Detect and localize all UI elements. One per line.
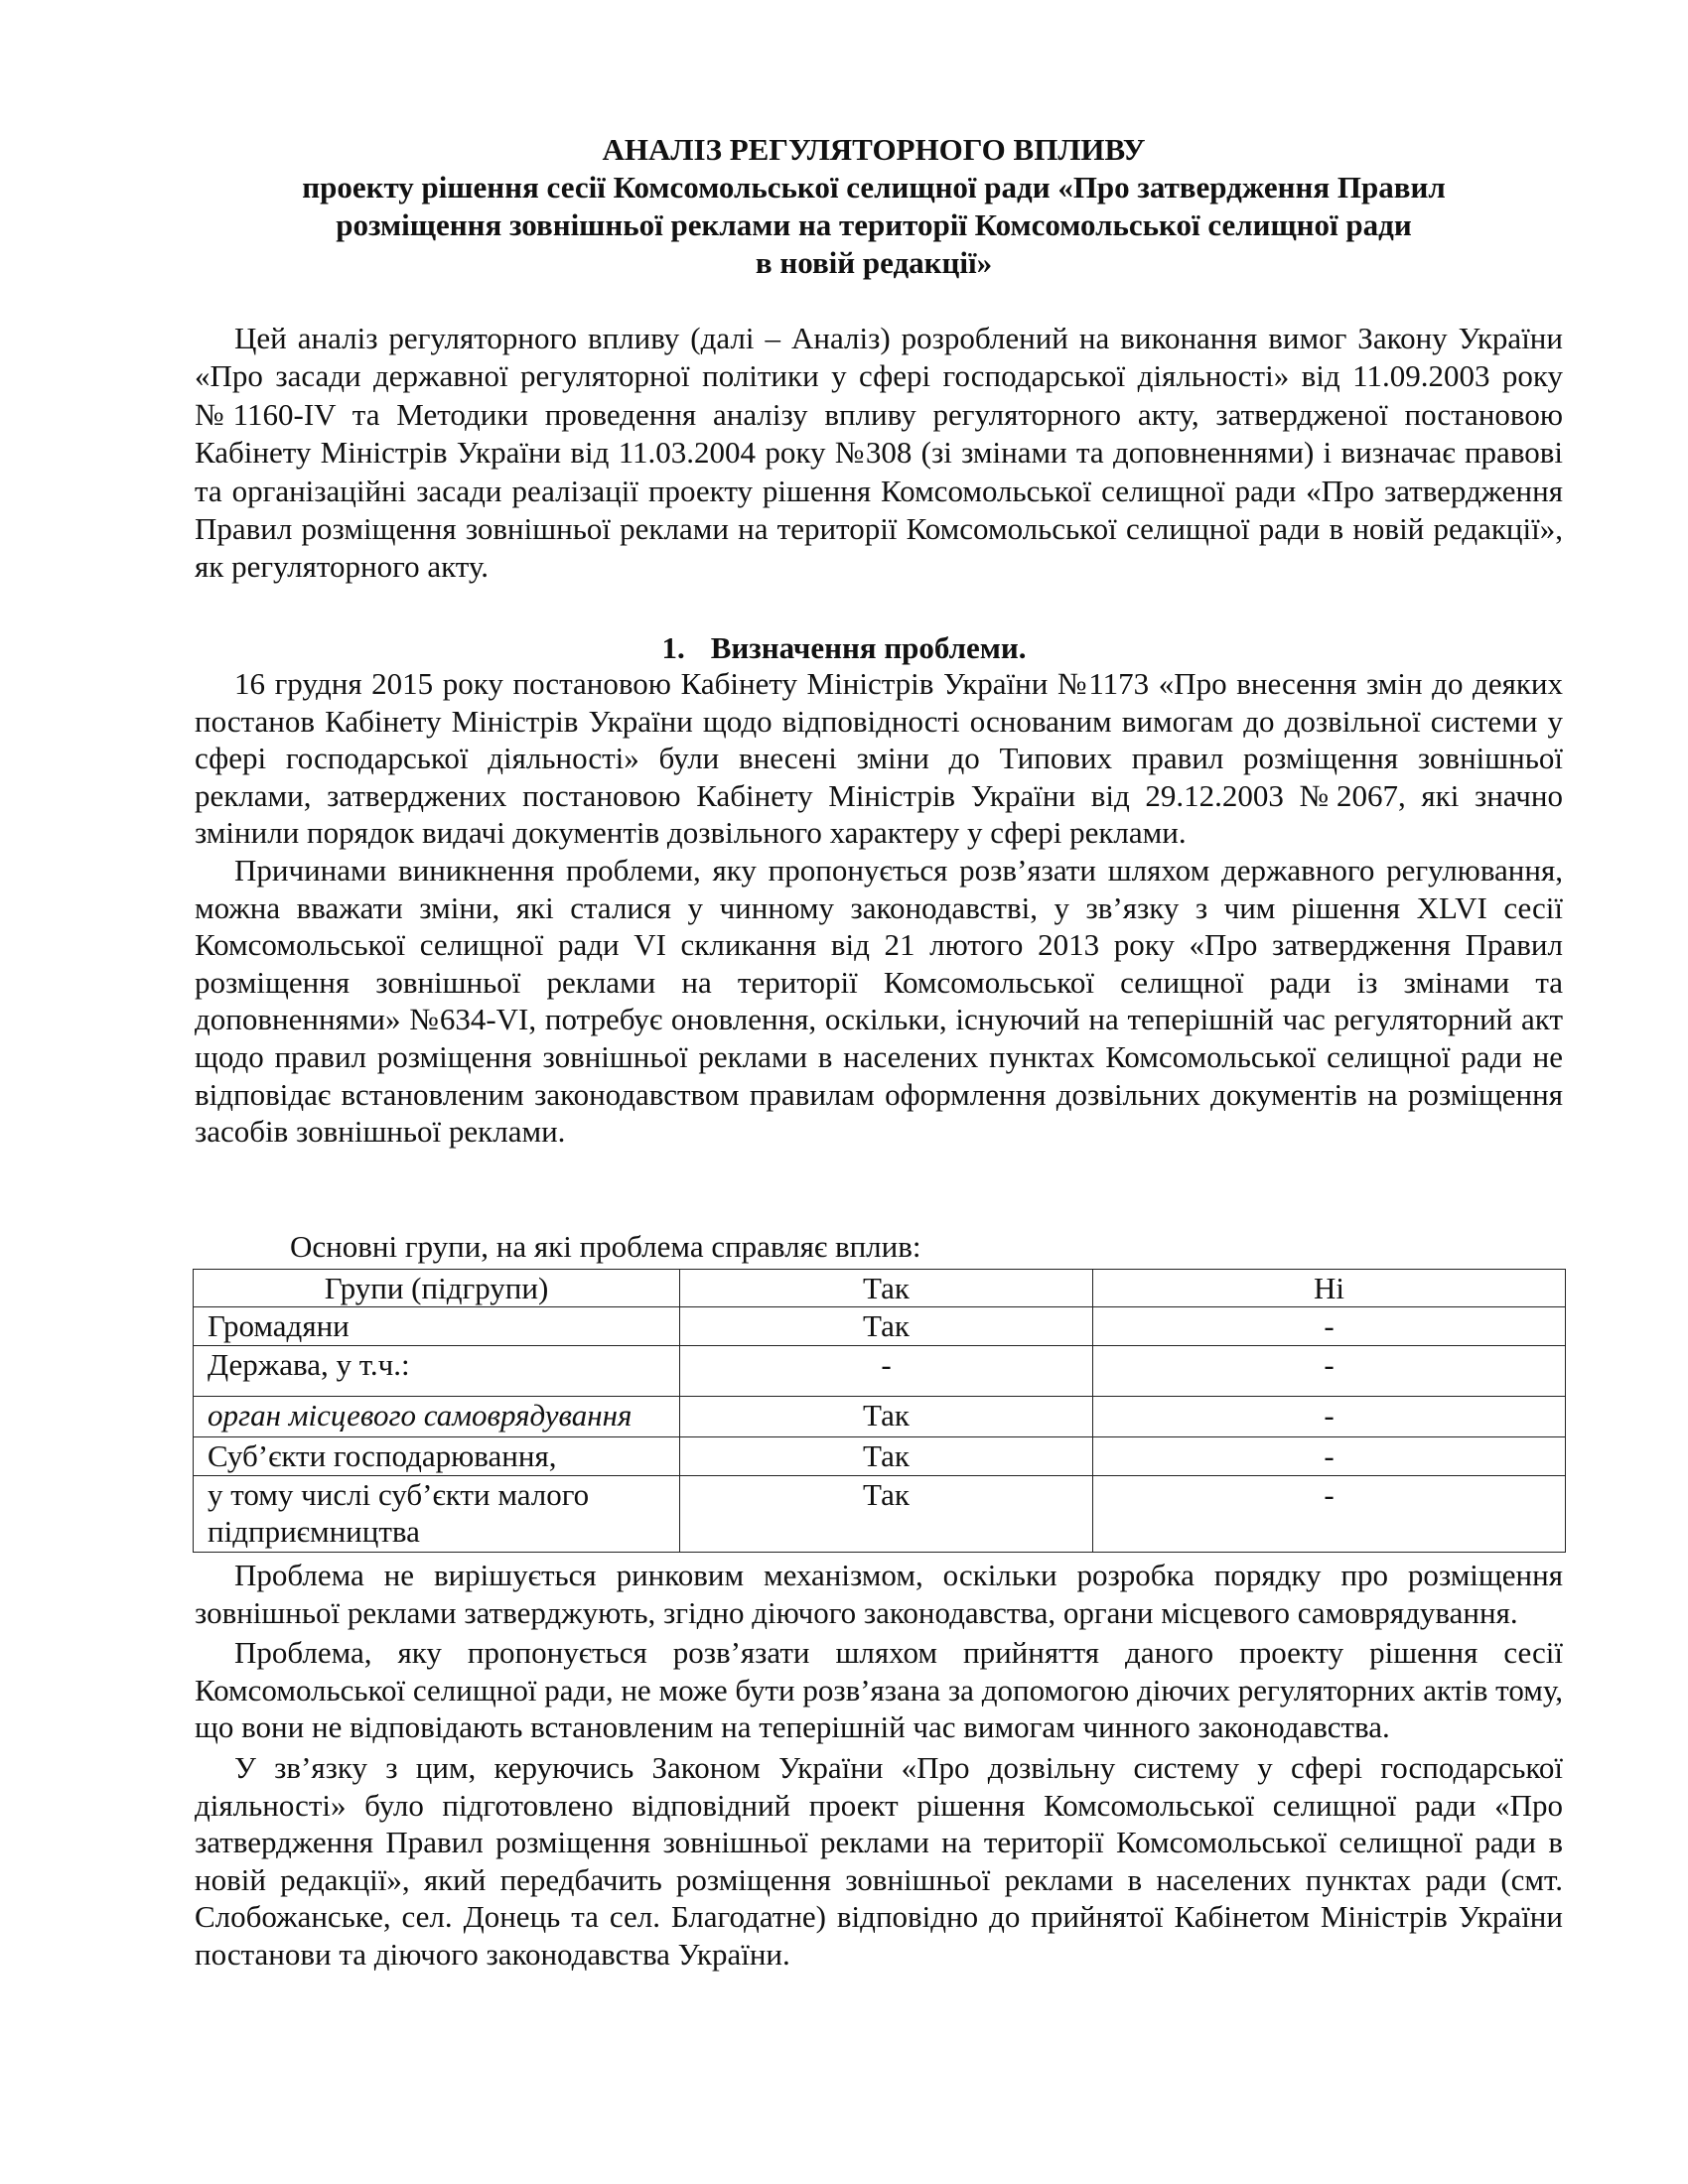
table-row xyxy=(194,1346,1566,1397)
table-header-cell: Ні xyxy=(1093,1270,1566,1307)
closing-paragraph: Проблема не вирішується ринковим механізмом, оскільки розробка порядку про розміщення зовнішньої реклами затверджують, згідно діючого законодавства, органи місцевого самоврядування. xyxy=(195,1558,1563,1630)
closing-paragraph: Проблема, яку пропонується розв’язати шляхом прийняття даного проекту рішення сесії Комсомольської селищної ради, не може бути розв’язана за допомогою діючих регуляторних актів тому, що вони не відповідають встановленим на теперішній час вимогам чинного законодавства. xyxy=(195,1635,1563,1745)
table-cell: орган місцевого самоврядування xyxy=(194,1397,680,1437)
document-header xyxy=(179,131,1569,282)
impact-table-wrapper xyxy=(193,1269,1565,1553)
section-title: Визначення проблеми. xyxy=(710,630,1027,665)
section-number: 1. xyxy=(661,630,685,665)
document-subtitle-line-2: розміщення зовнішньої реклами на території Комсомольської селищної ради xyxy=(336,207,1412,242)
table-cell: Так xyxy=(680,1476,1093,1553)
table-cell: - xyxy=(1093,1307,1566,1346)
table-cell: - xyxy=(1093,1397,1566,1437)
closing-section xyxy=(195,1557,1563,1974)
table-caption: Основні групи, на які проблема справляє вплив: xyxy=(290,1229,921,1264)
table-row xyxy=(194,1437,1566,1476)
document-title: АНАЛІЗ РЕГУЛЯТОРНОГО ВПЛИВУ xyxy=(602,132,1146,167)
table-cell: - xyxy=(1093,1476,1566,1553)
impact-table xyxy=(193,1269,1566,1553)
table-row xyxy=(194,1397,1566,1437)
document-subtitle-line-3: в новій редакції» xyxy=(755,245,993,280)
table-cell: - xyxy=(1093,1346,1566,1397)
table-header-cell: Так xyxy=(680,1270,1093,1307)
table-header-cell: Групи (підгрупи) xyxy=(194,1270,680,1307)
section-paragraph: Причинами виникнення проблеми, яку пропонується розв’язати шляхом державного регулювання, можна вважати зміни, які сталися у чинному законодавстві, у зв’язку з чим рішення XLVI сесії Комсомольської селищної ради VI скликання від 21 лютого 2013 року «Про затвердження Правил розміщення зовнішньої реклами на території Комсомольської селищної ради із змінами та доповненнями» №634-VI, потребує оновлення, оскільки, існуючий на теперішній час регуляторний акт щодо правил розміщення зовнішньої реклами в населених пунктах Комсомольської селищної ради не відповідає встановленим законодавством правилам оформлення дозвільних документів на розміщення засобів зовнішньої реклами. xyxy=(195,852,1563,1150)
closing-paragraph: У зв’язку з цим, керуючись Законом України «Про дозвільну систему у сфері господарської діяльності» було підготовлено відповідний проект рішення Комсомольської селищної ради «Про затвердження Правил розміщення зовнішньої реклами на території Комсомольської селищної ради в новій редакції», який передбачить розміщення зовнішньої реклами в населених пунктах ради (смт. Слобожанське, сел. Донець та сел. Благодатне) відповідно до прийнятої Кабінетом Міністрів України постанови та діючого законодавства України. xyxy=(195,1749,1563,1972)
section-body xyxy=(195,665,1563,1151)
table-row xyxy=(194,1307,1566,1346)
section-heading xyxy=(0,629,1688,667)
table-cell: Так xyxy=(680,1307,1093,1346)
table-cell: - xyxy=(680,1346,1093,1397)
table-cell: Суб’єкти господарювання, xyxy=(194,1437,680,1476)
table-cell: Так xyxy=(680,1397,1093,1437)
table-cell: у тому числі суб’єкти малого підприємництва xyxy=(194,1476,680,1553)
table-cell: - xyxy=(1093,1437,1566,1476)
table-cell: Так xyxy=(680,1437,1093,1476)
table-cell: Громадяни xyxy=(194,1307,680,1346)
intro-paragraph: Цей аналіз регуляторного впливу (далі – Аналіз) розроблений на виконання вимог Закону України «Про засади державної регуляторної політики у сфері господарської діяльності» від 11.09.2003 року №1160-IV та Методики проведення аналізу впливу регуляторного акту, затвердженої постановою Кабінету Міністрів України від 11.03.2004 року №308 (зі змінами та доповненнями) і визначає правові та організаційні засади реалізації проекту рішення Комсомольської селищної ради «Про затвердження Правил розміщення зовнішньої реклами на території Комсомольської селищної ради в новій редакції», як регуляторного акту. xyxy=(195,321,1563,585)
section-paragraph: 16 грудня 2015 року постановою Кабінету Міністрів України №1173 «Про внесення змін до деяких постанов Кабінету Міністрів України щодо відповідності основаним вимогам до дозвільної системи у сфері господарської діяльності» були внесені зміни до Типових правил розміщення зовнішньої реклами, затверджених постановою Кабінету Міністрів України від 29.12.2003 №2067, які значно змінили порядок видачі документів дозвільного характеру у сфері реклами. xyxy=(195,666,1563,851)
document-subtitle-line-1: проекту рішення сесії Комсомольської селищної ради «Про затвердження Правил xyxy=(302,170,1446,205)
table-row xyxy=(194,1476,1566,1553)
table-cell: Держава, у т.ч.: xyxy=(194,1346,680,1397)
table-header-row xyxy=(194,1270,1566,1307)
